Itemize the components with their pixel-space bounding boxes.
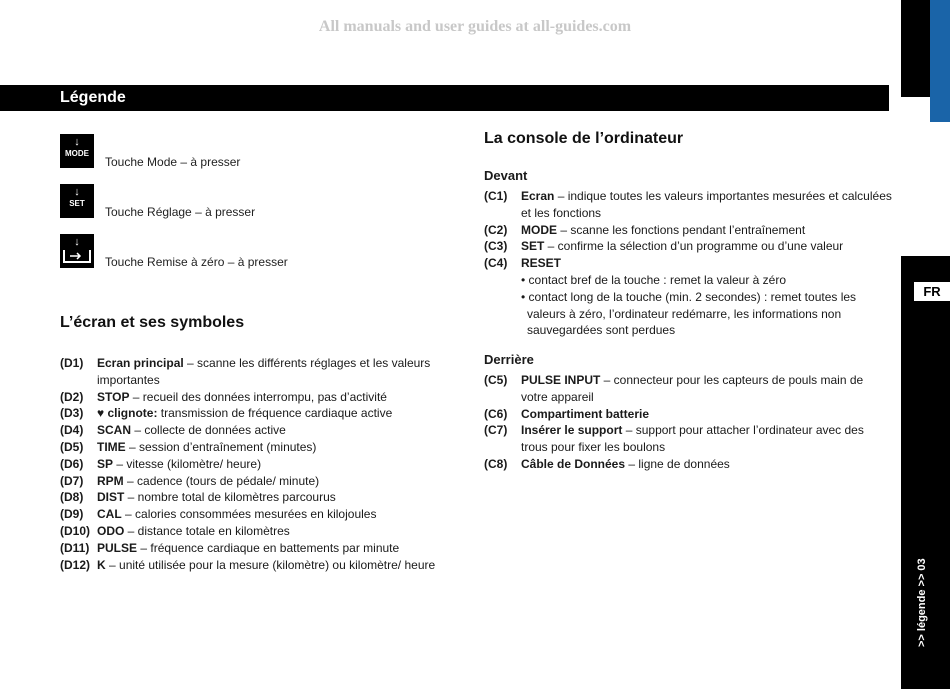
set-key-icon bbox=[60, 184, 94, 218]
item-code: (D5) bbox=[60, 439, 84, 454]
console-section-title: La console de l’ordinateur bbox=[484, 130, 684, 147]
section-header-bar bbox=[0, 85, 889, 111]
list-item bbox=[484, 222, 892, 239]
arrow-down-icon: ↓ bbox=[74, 136, 80, 148]
item-term: CAL bbox=[97, 507, 122, 522]
console-back-list bbox=[484, 372, 892, 473]
item-desc: – calories consommées mesurées en kilojoules bbox=[121, 507, 377, 522]
display-symbol-list bbox=[60, 355, 445, 573]
legend-text: Touche Réglage – à presser bbox=[105, 205, 256, 219]
legend-row-set bbox=[60, 184, 420, 218]
item-term: RPM bbox=[97, 473, 124, 488]
list-item bbox=[60, 389, 445, 406]
item-term: ODO bbox=[97, 523, 125, 538]
legend-row-mode bbox=[60, 134, 420, 168]
console-front-list bbox=[484, 188, 892, 339]
mode-key-icon bbox=[60, 134, 94, 168]
list-item bbox=[60, 506, 445, 523]
reset-key-icon bbox=[60, 234, 94, 268]
corner-blue-block bbox=[930, 0, 950, 122]
language-tab-fr[interactable]: FR bbox=[914, 282, 950, 301]
item-desc: – cadence (tours de pédale/ minute) bbox=[123, 473, 320, 488]
item-desc: – fréquence cardiaque en battements par minute bbox=[137, 540, 400, 555]
item-desc: – support pour attacher l’ordinateur avec des trous pour fixer les boulons bbox=[521, 423, 864, 455]
corner-black-block bbox=[901, 0, 930, 97]
item-term: Ecran principal bbox=[97, 356, 184, 370]
item-code: (C8) bbox=[484, 456, 508, 471]
list-item bbox=[60, 489, 445, 506]
item-desc: – distance totale en kilomètres bbox=[124, 523, 290, 538]
item-desc: – nombre total de kilomètres parcourus bbox=[124, 490, 336, 505]
item-term: MODE bbox=[521, 222, 557, 237]
list-item bbox=[484, 372, 892, 406]
front-subtitle: Devant bbox=[484, 168, 528, 183]
page-footer-label: >> légende >> 03 bbox=[916, 558, 928, 647]
item-term: SP bbox=[97, 456, 114, 471]
item-term: ♥ clignote: bbox=[97, 406, 158, 421]
item-term: DIST bbox=[97, 490, 125, 505]
key-label: MODE bbox=[65, 149, 89, 158]
arrow-down-icon: ↓ bbox=[74, 186, 80, 198]
list-item bbox=[484, 255, 892, 272]
item-code: (C5) bbox=[484, 373, 508, 387]
item-desc: – unité utilisée pour la mesure (kilomètre) ou kilomètre/ heure bbox=[105, 557, 436, 572]
arrow-down-icon: ↓ bbox=[74, 236, 80, 248]
item-term: PULSE bbox=[97, 540, 138, 555]
bullet-text: • contact long de la touche (min. 2 secondes) : remet toutes les valeurs à zéro, l’ordinateur redémarre, les informations non sauvegardées sont perdues bbox=[521, 289, 857, 338]
bullet-text: • contact bref de la touche : remet la valeur à zéro bbox=[521, 272, 787, 287]
item-desc: – connecteur pour les capteurs de pouls main de votre appareil bbox=[521, 373, 864, 404]
item-code: (C7) bbox=[484, 423, 508, 438]
item-term: K bbox=[97, 557, 106, 572]
item-term: SET bbox=[521, 239, 545, 254]
item-term: SCAN bbox=[97, 423, 132, 438]
item-term: Ecran bbox=[521, 189, 555, 203]
item-desc: – scanne les fonctions pendant l’entraînement bbox=[557, 222, 806, 237]
item-code: (C1) bbox=[484, 189, 508, 203]
item-desc: – ligne de données bbox=[625, 456, 730, 471]
watermark: All manuals and user guides at all-guides.com bbox=[318, 18, 632, 35]
item-code: (D1) bbox=[60, 356, 84, 370]
item-desc: – confirme la sélection d’un programme ou d’une valeur bbox=[544, 239, 844, 254]
item-desc: – scanne les différents réglages et les valeurs importantes bbox=[97, 356, 431, 387]
item-term: TIME bbox=[97, 439, 126, 454]
item-code: (D9) bbox=[60, 507, 84, 522]
list-item bbox=[60, 557, 445, 574]
item-term: Insérer le support bbox=[521, 423, 623, 438]
legend-text: Touche Remise à zéro – à presser bbox=[105, 255, 288, 269]
page-title: Légende bbox=[60, 89, 126, 106]
item-code: (D2) bbox=[60, 389, 84, 404]
item-code: (D6) bbox=[60, 456, 84, 471]
legend-row-reset bbox=[60, 234, 420, 268]
item-code: (D10) bbox=[60, 523, 91, 538]
item-code: (C2) bbox=[484, 222, 508, 237]
item-desc: transmission de fréquence cardiaque active bbox=[157, 406, 393, 421]
list-item bbox=[484, 238, 892, 255]
item-code: (D4) bbox=[60, 423, 84, 438]
list-item bbox=[60, 523, 445, 540]
item-desc: – session d’entraînement (minutes) bbox=[125, 439, 317, 454]
list-item bbox=[60, 422, 445, 439]
item-term: PULSE INPUT bbox=[521, 373, 601, 387]
item-term: Câble de Données bbox=[521, 456, 626, 471]
key-label: SET bbox=[69, 199, 85, 208]
list-item bbox=[484, 422, 892, 456]
legend-text: Touche Mode – à presser bbox=[105, 155, 241, 169]
back-subtitle: Derrière bbox=[484, 352, 534, 367]
display-section-title: L’écran et ses symboles bbox=[60, 314, 245, 331]
list-item bbox=[60, 405, 445, 422]
reset-bullet-short bbox=[484, 272, 892, 289]
item-desc: – recueil des données interrompu, pas d’activité bbox=[129, 389, 387, 404]
list-item bbox=[60, 456, 445, 473]
list-item bbox=[484, 456, 892, 473]
list-item bbox=[60, 439, 445, 456]
item-code: (D11) bbox=[60, 540, 90, 555]
item-desc: – indique toutes les valeurs importantes mesurées et calculées et les fonctions bbox=[521, 189, 892, 220]
item-term: STOP bbox=[97, 389, 130, 404]
list-item bbox=[60, 473, 445, 490]
item-term: Compartiment batterie bbox=[521, 406, 650, 421]
item-term: RESET bbox=[521, 256, 562, 271]
list-item bbox=[60, 540, 445, 557]
item-code: (D12) bbox=[60, 557, 91, 572]
item-code: (D8) bbox=[60, 490, 84, 505]
item-code: (D7) bbox=[60, 473, 84, 488]
list-item bbox=[60, 355, 445, 389]
reset-bullet-long bbox=[484, 289, 892, 339]
item-desc: – collecte de données active bbox=[131, 423, 286, 438]
item-code: (C3) bbox=[484, 239, 508, 254]
item-desc: – vitesse (kilomètre/ heure) bbox=[113, 456, 262, 471]
item-code: (C4) bbox=[484, 256, 508, 271]
reset-bracket-icon bbox=[60, 248, 94, 266]
list-item bbox=[484, 188, 892, 222]
item-code: (D3) bbox=[60, 406, 84, 421]
item-code: (C6) bbox=[484, 406, 508, 421]
list-item bbox=[484, 406, 892, 423]
